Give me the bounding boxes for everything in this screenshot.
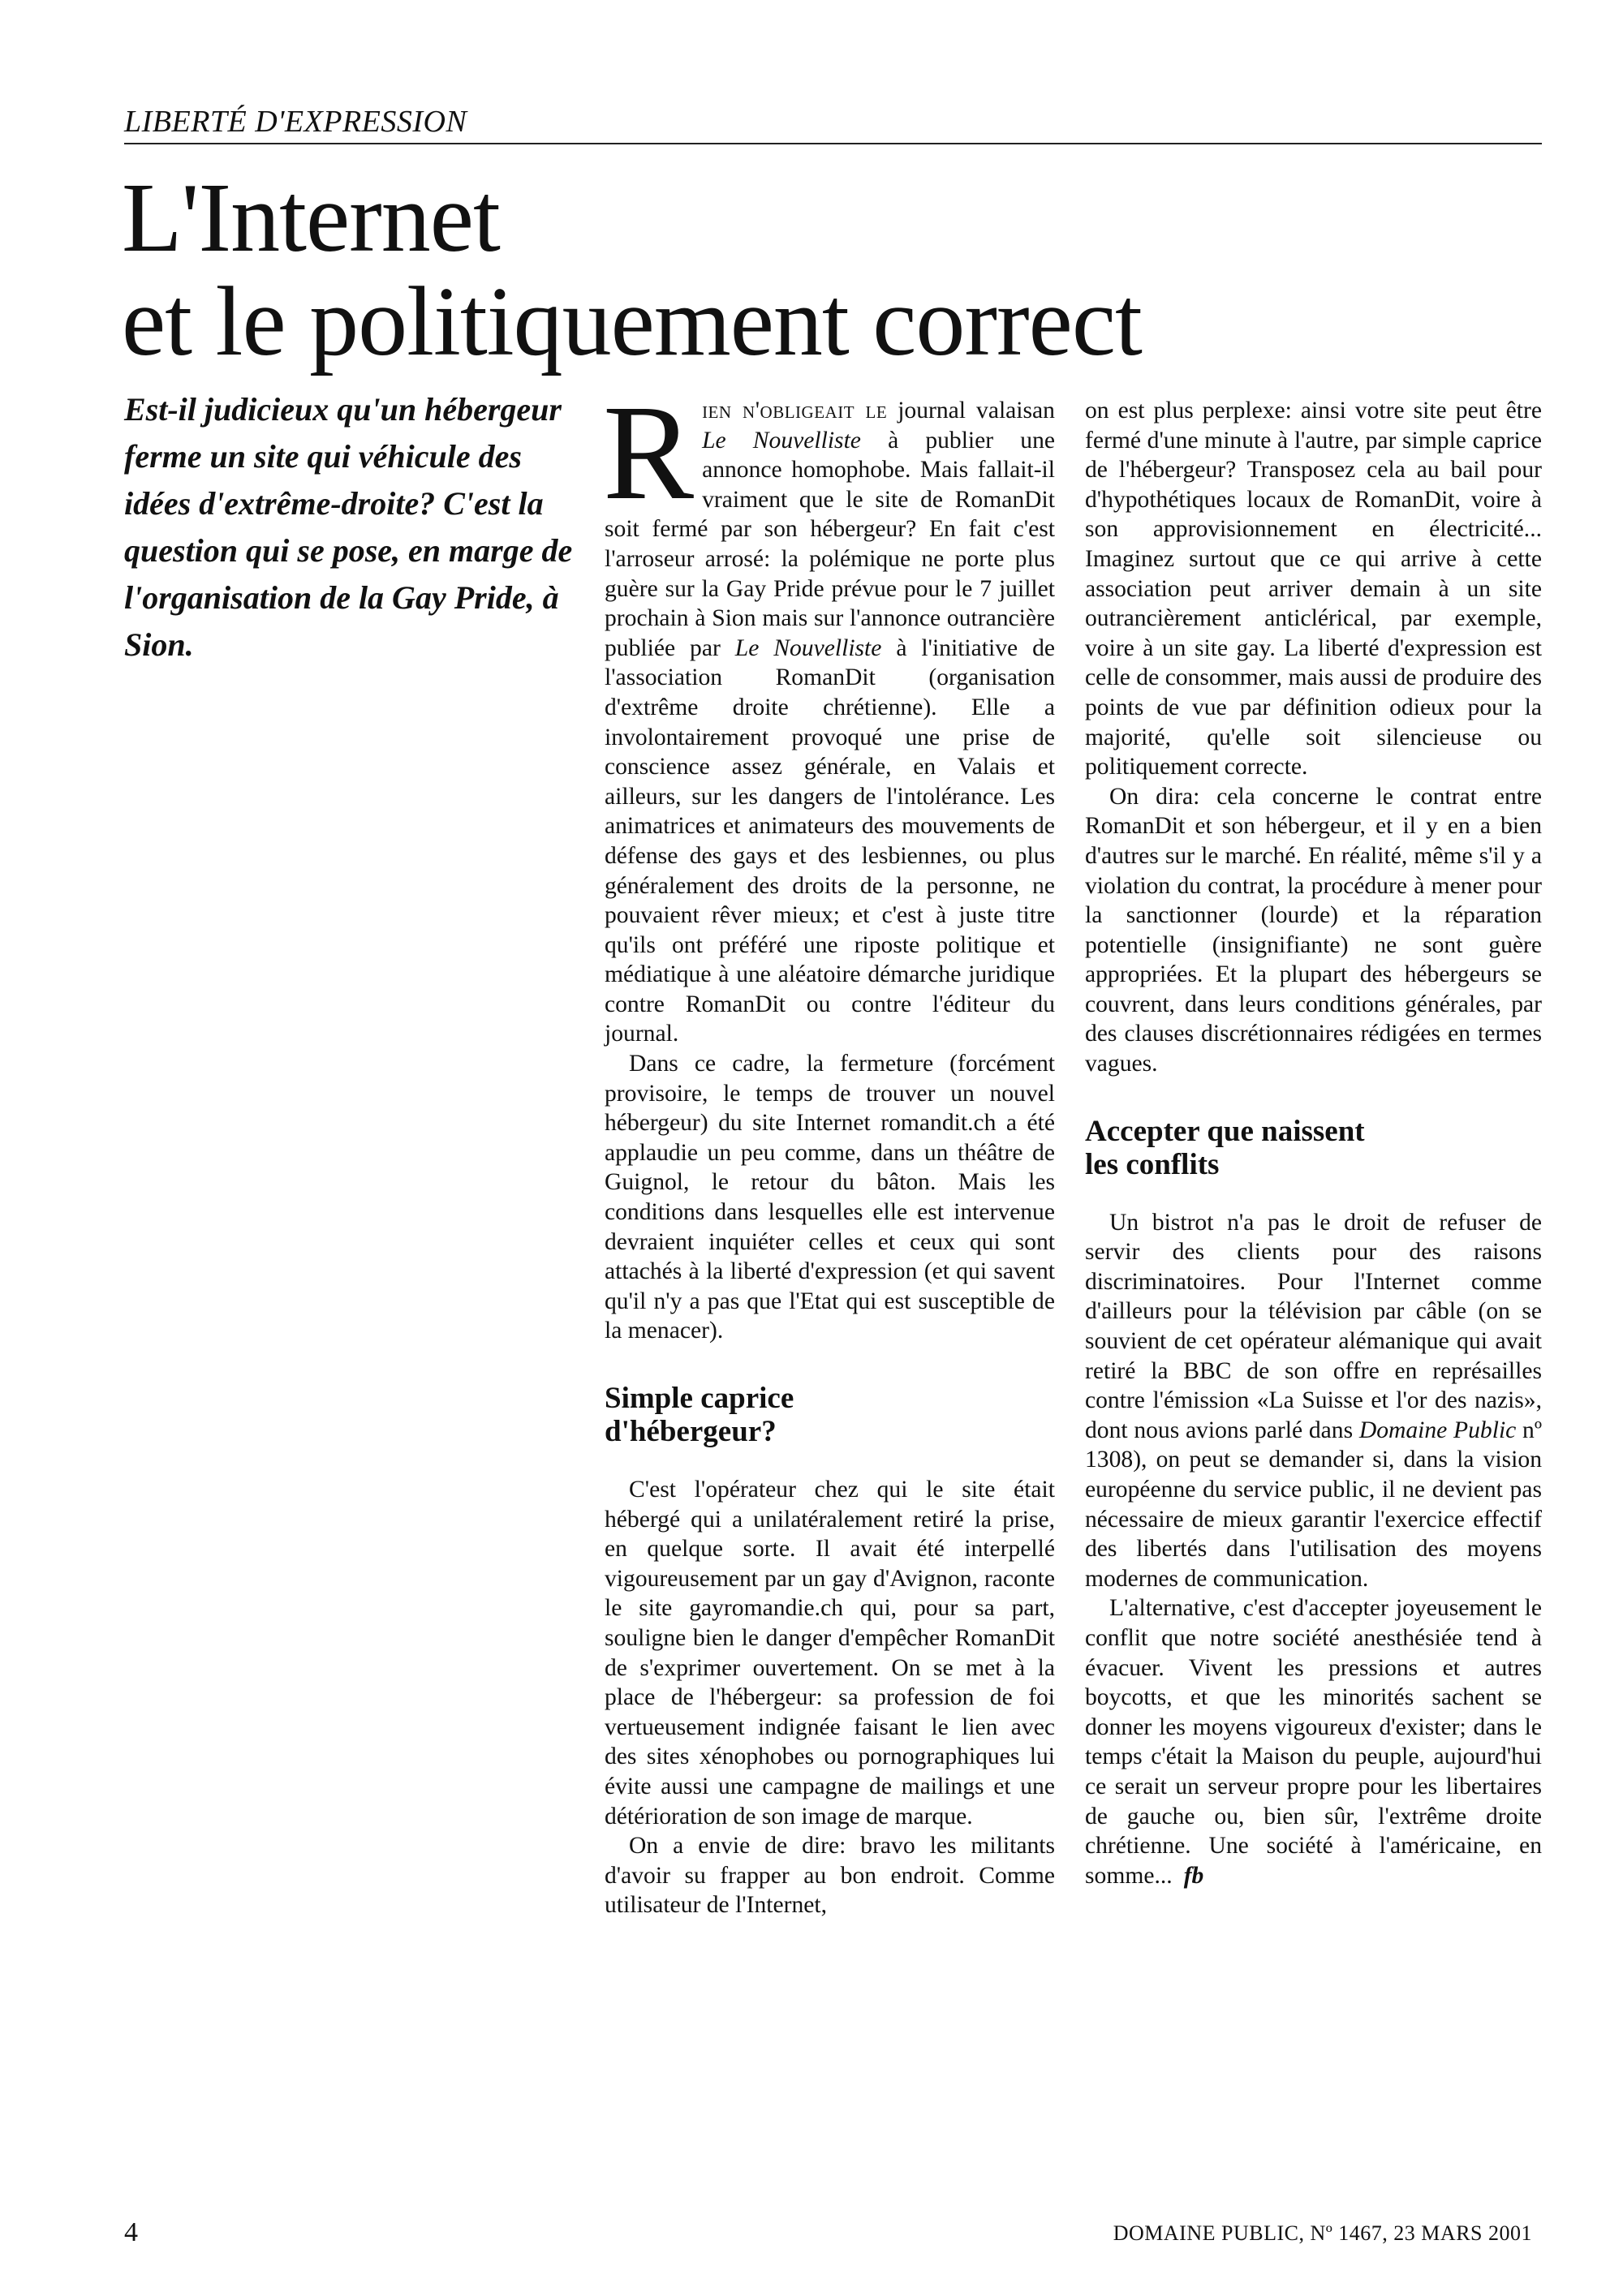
column-2 xyxy=(1085,396,1542,1890)
publication-name: Domaine Public xyxy=(1358,1417,1517,1443)
article-lede: Est-il judicieux qu'un hébergeur ferme un site qui véhicule des idées d'extrême-droite? C'est la question qui se pose, en marge de l'organisation de la Gay Pride, à Sion. xyxy=(124,391,573,663)
text-run: journal valaisan xyxy=(887,398,1055,424)
publication-footer: DOMAINE PUBLIC, Nº 1467, 23 MARS 2001 xyxy=(1113,2221,1532,2245)
text-run: à l'initiative de l'association RomanDit (organisation d'extrême droite chrétienne). Elle a involontairement provoqué une prise de conscience assez générale, en Valais et ailleurs, sur les dangers de l'intolérance. Les animatrices et animateurs des mouvements de défense des gays et des lesbiennes, ou plus généralement des droits de la personne, ne pouvaient rêver mieux; et c'est à juste titre qu'ils ont préféré une riposte politique et médiatique à une aléatoire démarche juridique contre RomanDit ou contre l'éditeur du journal. xyxy=(605,634,1056,1047)
paragraph-8 xyxy=(1085,1593,1542,1890)
newspaper-name: Le Nouvelliste xyxy=(702,427,861,454)
paragraph-4: On a envie de dire: bravo les militants d'avoir su frapper au bon endroit. Comme utilisateur de l'Internet, xyxy=(605,1833,1055,1919)
subheading-accepter xyxy=(1085,1115,1542,1181)
subheading-line: Simple caprice xyxy=(605,1382,794,1415)
drop-cap: R xyxy=(603,377,695,528)
paragraph-5: on est plus perplexe: ainsi votre site peut être fermé d'une minute à l'autre, par simple caprice de l'hébergeur? Transposez cela au bail pour d'hypothétiques locaux de RomanDit, voire à son approvisionnement en électricité... Imaginez surtout que ce qui arrive à cette association peut arriver demain à un site outrancièrement anticlérical, par exemple, voire à un site gay. La liberté d'expression est celle de consommer, mais aussi de produire des points de vue par définition odieux pour la majorité, qu'elle soit silencieuse ou politiquement correcte. xyxy=(1085,398,1542,780)
paragraph-2: Dans ce cadre, la fermeture (forcément provisoire, le temps de trouver un nouvel hébergeur) du site Internet romandit.ch a été applaudie un peu comme, dans un théâtre de Guignol, le retour du bâton. Mais les conditions dans lesquelles elle est intervenue devraient inquiéter celles et ceux qui sont attachés à la liberté d'expression (et qui savent qu'il n'y a pas que l'Etat qui est susceptible de la menacer). xyxy=(605,1051,1055,1344)
headline-line-1: L'Internet xyxy=(122,163,500,273)
subheading-line: d'hébergeur? xyxy=(605,1415,777,1448)
headline-line-2: et le politiquement correct xyxy=(122,267,1142,376)
text-run: à publier une annonce homophobe. Mais fallait-il vraiment que le site de RomanDit soit fermé par son hébergeur? En fait c'est l'arroseur arrosé: la polémique ne porte plus guère sur la Gay Pride prévue pour le 7 juillet prochain à Sion mais sur l'annonce outrancière publiée par xyxy=(605,427,1056,661)
paragraph-1 xyxy=(603,377,1056,1049)
column-1 xyxy=(603,377,1056,1920)
lead-in-small-caps: ien n'obligeait le xyxy=(702,398,888,424)
subheading-line: les conflits xyxy=(1085,1147,1220,1181)
page-number: 4 xyxy=(124,2217,138,2247)
paragraph-3: C'est l'opérateur chez qui le site était hébergé qui a unilatéralement retiré la prise, en quelque sorte. Il avait été interpellé vigoureusement par un gay d'Avignon, raconte le site gayromandie.ch qui, pour sa part, souligne bien le danger d'empêcher RomanDit de s'exprimer ouvertement. On se met à la place de l'hébergeur: sa profession de foi vertueusement indignée faisant le lien avec des sites xénophobes ou pornographiques lui évite aussi une campagne de mailings et une détérioration de son image de marque. xyxy=(605,1477,1055,1829)
text-run: L'alternative, c'est d'accepter joyeusement le conflit que notre société anesthésiée tend à évacuer. Vivent les pressions et autres boycotts, et que les minorités sachent se donner les moyens vigoureux d'exister; dans le temps c'était la Maison du peuple, aujourd'hui ce serait un serveur propre pour les libertaires de gauche ou, bien sûr, l'extrême droite chrétienne. Une société à l'américaine, en somme... xyxy=(1085,1595,1542,1889)
subheading-line: Accepter que naissent xyxy=(1085,1114,1365,1148)
paragraph-7 xyxy=(1085,1208,1542,1594)
subheading-simple-caprice xyxy=(605,1382,1055,1448)
author-signature: fb xyxy=(1183,1862,1204,1889)
article-headline xyxy=(122,163,1501,376)
newspaper-name: Le Nouvelliste xyxy=(734,634,882,661)
text-run: nº 1308), on peut se demander si, dans la vision européenne du service public, il ne devient pas nécessaire de mieux garantir l'exercice effectif des libertés dans l'utilisation des moyens modernes de communication. xyxy=(1085,1417,1543,1592)
section-rubric: LIBERTÉ D'EXPRESSION xyxy=(124,102,1542,144)
paragraph-6: On dira: cela concerne le contrat entre RomanDit et son hébergeur, et il y en a bien d'autres sur le marché. En réalité, même s'il y a violation du contrat, la procédure à mener pour la sanctionner (lourde) et la réparation potentielle (insignifiante) ne sont guère appropriées. Et la plupart des hébergeurs se couvrent, dans leurs conditions générales, par des clauses discrétionnaires rédigées en termes vagues. xyxy=(1085,783,1542,1077)
text-run: Un bistrot n'a pas le droit de refuser de servir des clients pour des raisons discriminatoires. Pour l'Internet comme d'ailleurs pour la télévision par câble (on se souvient de cet opérateur alémanique qui avait retiré la BBC de son offre en représailles contre l'émission «La Suisse et l'or des nazis», dont nous avions parlé dans xyxy=(1085,1209,1542,1443)
